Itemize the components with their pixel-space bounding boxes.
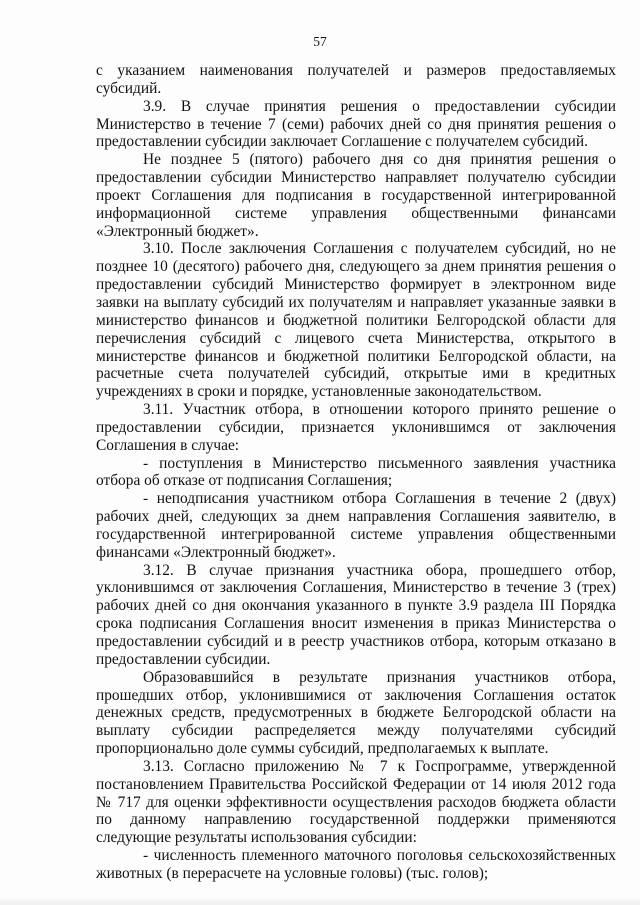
paragraph-remaining-funds: Образовавшийся в результате признания участников отбора, прошедших отбор, уклонившимися от заключения Соглашения остаток денежных средств, предусмотренных в бюджете Белгородской области на выплату субсидии распределяется между получателями субсидий пропорционально доле суммы субсидий, предполагаемых к выплате. — [96, 668, 616, 758]
document-body — [96, 62, 616, 883]
list-item-written-refusal: - поступления в Министерство письменного заявления участника отбора об отказе от подписания Соглашения; — [96, 454, 616, 490]
paragraph-3-12: 3.12. В случае признания участника обора, прошедшего отбор, уклонившимся от заключения Соглашения, Министерство в течение 3 (трех) рабочих дней со дня окончания указанного в пункте 3.9 раздела III Порядка срока подписания Соглашения вносит изменения в приказ Министерства о предоставлении субсидий и в реестр участников отбора, которым отказано в предоставлении субсидии. — [96, 561, 616, 668]
paragraph-3-11: 3.11. Участник отбора, в отношении которого принято решение о предоставлении субсидии, признается уклонившимся от заключения Соглашения в случае: — [96, 401, 616, 454]
page-bottom-edge — [0, 897, 640, 905]
paragraph-3-10: 3.10. После заключения Соглашения с получателем субсидий, но не позднее 10 (десятого) рабочего дня, следующего за днем принятия решения о предоставлении субсидий Министерство формирует в электронном виде заявки на выплату субсидий их получателям и направляет указанные заявки в министерство финансов и бюджетной политики Белгородской области для перечисления субсидий с лицевого счета Министерства, открытого в министерстве финансов и бюджетной политики Белгородской области, на расчетные счета получателей субсидий, открытые ими в кредитных учреждениях в сроки и порядке, установленные законодательством. — [96, 240, 616, 401]
paragraph-3-13: 3.13. Согласно приложению № 7 к Госпрограмме, утвержденной постановлением Правительства Российской Федерации от 14 июля 2012 года № 717 для оценки эффективности осуществления расходов бюджета области по данному направлению государственной поддержки применяются следующие результаты использования субсидии: — [96, 757, 616, 847]
list-item-not-signed: - неподписания участником отбора Соглашения в течение 2 (двух) рабочих дней, следующих за днем направления Соглашения заявителю, в государственной интегрированной системе управления общественными финансами «Электронный бюджет». — [96, 490, 616, 561]
list-item-livestock-count: - численность племенного маточного поголовья сельскохозяйственных животных (в перерасчете на условные головы) (тыс. голов); — [96, 847, 616, 882]
paragraph-3-9: 3.9. В случае принятия решения о предоставлении субсидии Министерство в течение 7 (семи) рабочих дней со дня принятия решения о предоставлении субсидии заключает Соглашение с получателем субсидий. — [96, 97, 616, 151]
paragraph-agreement-draft: Не позднее 5 (пятого) рабочего дня со дня принятия решения о предоставлении субсидии Министерство направляет получателю субсидии проект Соглашения для подписания в государственной интегрированной информационной системе управления общественными финансами «Электронный бюджет». — [96, 151, 616, 240]
page-number: 57 — [313, 34, 327, 49]
paragraph-continuation: с указанием наименования получателей и размеров предоставляемых субсидий. — [96, 62, 616, 97]
